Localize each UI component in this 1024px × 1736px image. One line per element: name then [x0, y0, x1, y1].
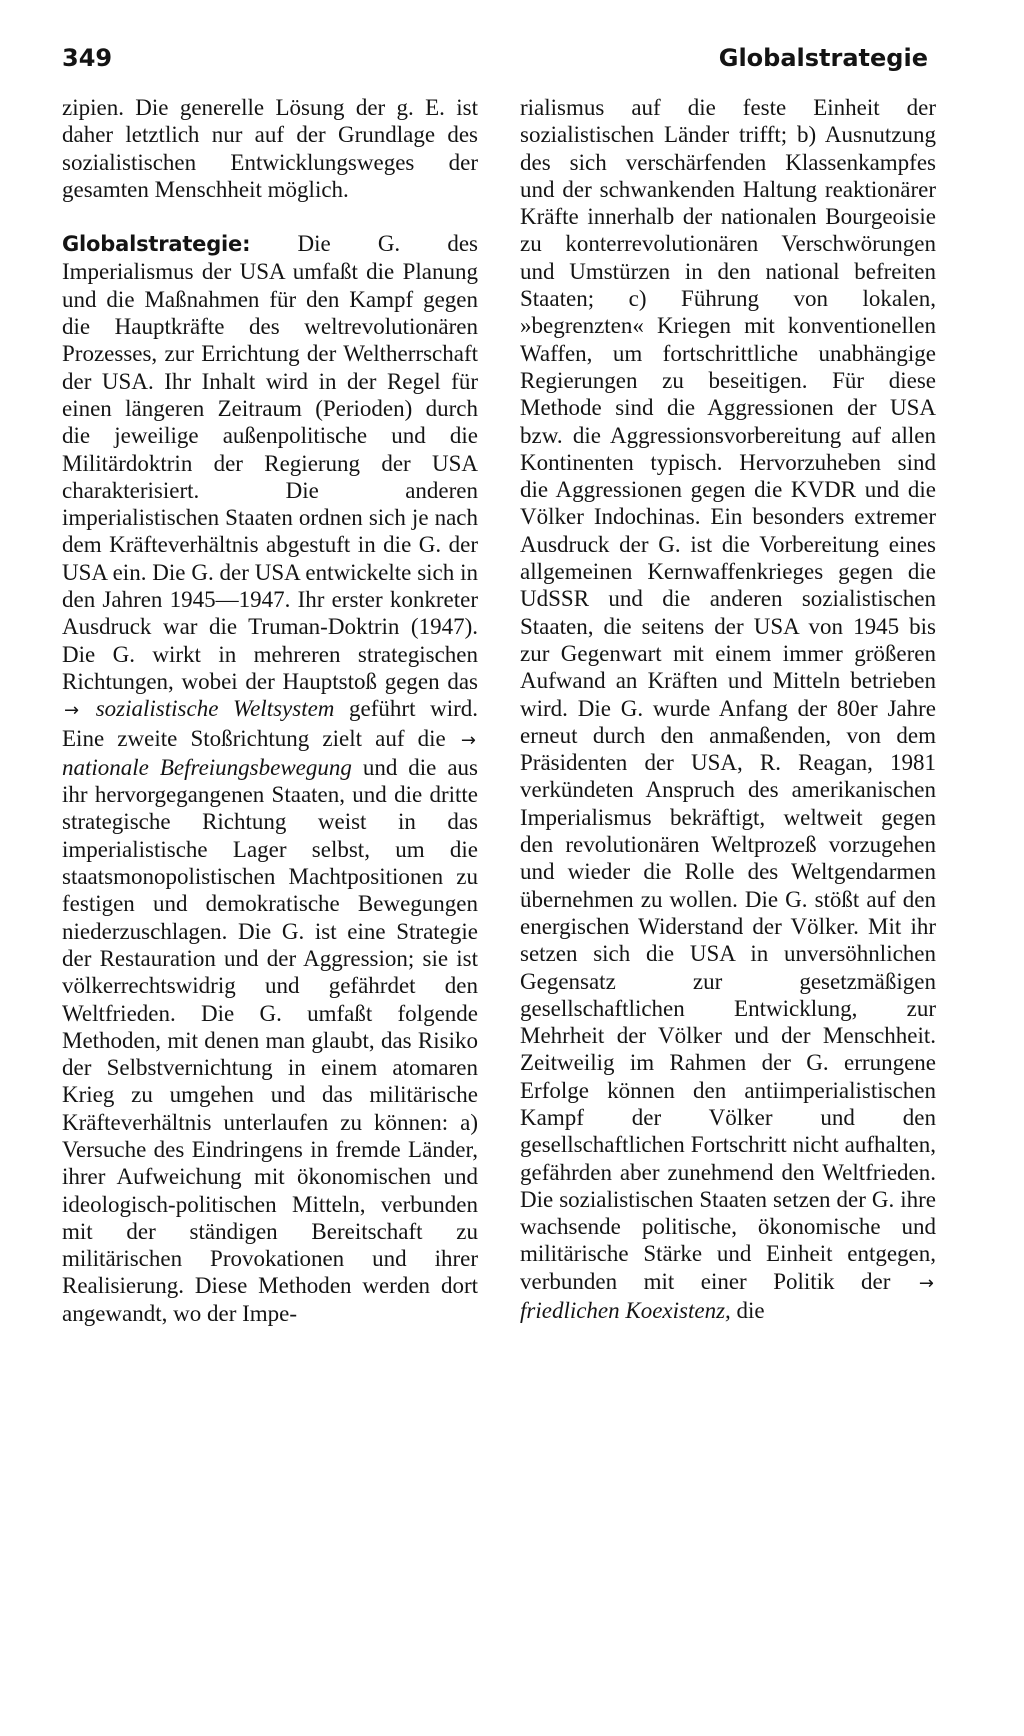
- cross-reference-friedliche-koexistenz[interactable]: friedlichen Koexistenz,: [520, 1298, 731, 1324]
- cross-reference-arrow-icon: →: [460, 729, 477, 751]
- cross-reference-arrow-icon: →: [918, 1272, 935, 1294]
- entry-text: geführt wird. Eine zweite Stoßrichtung zielt auf die: [62, 696, 479, 751]
- left-column: [62, 94, 478, 1327]
- entry-paragraph-continued: [520, 94, 936, 1324]
- cross-reference-arrow-icon: →: [64, 700, 80, 722]
- running-head-word: Globalstrategie: [718, 44, 928, 72]
- cross-reference-sozialistische-weltsystem[interactable]: sozialistische Weltsystem: [95, 696, 335, 722]
- right-column: [520, 94, 936, 1324]
- entry-text: und die aus ihr hervorgegangenen Staaten, und die dritte strategische Richtung weist in das imperialistische Lager selbst, um die staatsmonopolistischen Machtpositionen zu festigen und demokratische Bewegungen niederzuschlagen. Die G. ist eine Strategie der Restauration und der Aggression; sie ist völkerrechtswidrig und gefährdet den Weltfrieden. Die G. umfaßt folgende Methoden, mit denen man glaubt, das Risiko der Selbstvernichtung in einem atomaren Krieg zu umgehen und das militärische Kräfteverhältnis unterlaufen zu können: a) Versuche des Eindringens in fremde Länder, ihrer Aufweichung mit ökonomischen und ideologisch-politischen Mitteln, verbunden mit der ständigen Bereitschaft zu militärischen Provokationen und ihrer Realisierung. Diese Methoden werden dort angewandt, wo der Impe-: [62, 754, 478, 1326]
- page-number: 349: [62, 44, 113, 72]
- entry-heading: Globalstrategie:: [62, 232, 251, 257]
- running-head: [62, 40, 928, 76]
- entry-paragraph: [62, 230, 478, 1327]
- continuation-paragraph: zipien. Die generelle Lösung der g. E. ist daher letztlich nur auf der Grundlage des sozialistischen Entwicklungsweges der gesamten Menschheit möglich.: [62, 95, 478, 202]
- entry-text: die: [736, 1298, 765, 1324]
- entry-text: rialismus auf die feste Einheit der sozialistischen Länder trifft; b) Ausnutzung des sich verschärfenden Klassenkampfes und der schwankenden Haltung reaktionärer Kräfte innerhalb der nationalen Bourgeoisie zu konterrevolutionären Verschwörungen und Umstürzen in den national befreiten Staaten; c) Führung von lokalen, »begrenzten« Kriegen mit konventionellen Waffen, um fortschrittliche unabhängige Regierungen zu beseitigen. Für diese Methode sind die Aggressionen der USA bzw. die Aggressionsvorbereitung auf allen Kontinenten typisch. Hervorzuheben sind die Aggressionen gegen die KVDR und die Völker Indochinas. Ein besonders extremer Ausdruck der G. ist die Vorbereitung eines allgemeinen Kernwaffenkrieges gegen die UdSSR und die anderen sozialistischen Staaten, die seitens der USA von 1945 bis zur Gegenwart mit einem immer größeren Aufwand an Kräften und Mitteln betrieben wird. Die G. wurde Anfang der 80er Jahre erneut durch den anmaßenden, von dem Präsidenten der USA, R. Reagan, 1981 verkündeten Anspruch des amerikanischen Imperialismus bekräftigt, weltweit gegen den revolutionären Weltprozeß vorzugehen und wieder die Rolle des Weltgendarmen übernehmen zu wollen. Die G. stößt auf den energischen Widerstand der Völker. Mit ihr setzen sich die USA in unversöhnlichen Gegensatz zur gesetzmäßigen gesellschaftlichen Entwicklung, zur Mehrheit der Völker und der Menschheit. Zeitweilig im Rahmen der G. errungene Erfolge können den antiimperialistischen Kampf der Völker und den gesellschaftlichen Fortschritt nicht aufhalten, gefährden aber zunehmend den Weltfrieden. Die sozialistischen Staaten setzen der G. ihre wachsende politische, ökonomische und militärische Stärke und Einheit entgegen, verbunden mit einer Politik der: [520, 95, 936, 1294]
- entry-text: Die G. des Imperialismus der USA umfaßt die Planung und die Maßnahmen für den Kampf gegen die Hauptkräfte des weltrevolutionären Prozesses, zur Errichtung der Weltherrschaft der USA. Ihr Inhalt wird in der Regel für einen längeren Zeitraum (Perioden) durch die jeweilige außenpolitische und die Militärdoktrin der Regierung der USA charakterisiert. Die anderen imperialistischen Staaten ordnen sich je nach dem Kräfteverhältnis abgestuft in die G. der USA ein. Die G. der USA entwickelte sich in den Jahren 1945—1947. Ihr erster konkreter Ausdruck war die Truman-Doktrin (1947). Die G. wirkt in mehreren strategischen Richtungen, wobei der Hauptstoß gegen das: [62, 231, 478, 694]
- cross-reference-nationale-befreiungsbewegung[interactable]: nationale Befreiungsbewegung: [62, 754, 352, 780]
